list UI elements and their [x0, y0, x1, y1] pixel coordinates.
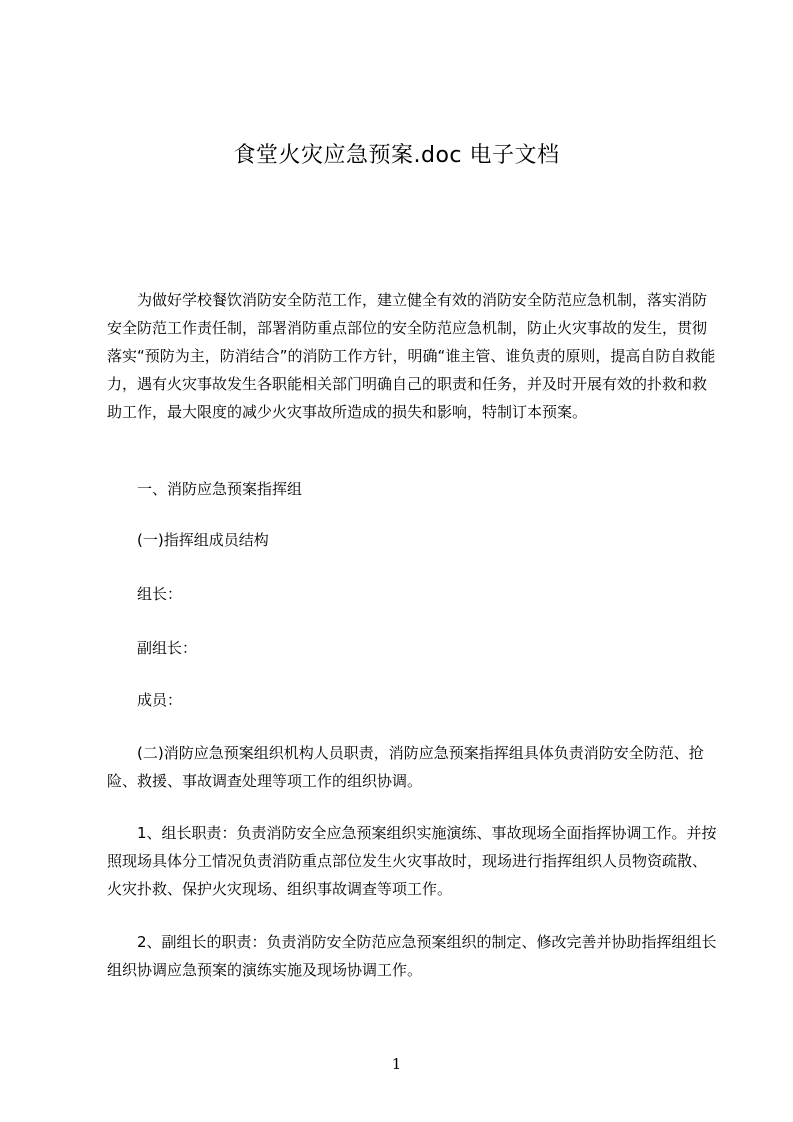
members-label: 成员： — [137, 691, 183, 709]
section-heading-command-group: 一、消防应急预案指挥组 — [137, 480, 303, 498]
deputy-duties-paragraph: 2、副组长的职责：负责消防安全防范应急预案组织的制定、修改完善并协助指挥组组长组织协调应急预案的演练实施及现场协调工作。 — [107, 933, 717, 979]
deputy-leader-label: 副组长： — [137, 639, 198, 657]
document-title: 食堂火灾应急预案.doc 电子文档 — [233, 143, 560, 168]
intro-paragraph: 为做好学校餐饮消防安全防范工作，建立健全有效的消防安全防范应急机制，落实消防安全防范工作责任制，部署消防重点部位的安全防范应急机制，防止火灾事故的发生，贯彻落实“预防为主，防消结合”的消防工作方针，明确“谁主管、谁负责的原则，提高自防自救能力，遇有火灾事故发生各职能相关部门明确自己的职责和任务，并及时开展有效的扑救和救助工作，最大限度的减少火灾事故所造成的损失和影响，特制订本预案。 — [107, 291, 716, 421]
page-number: 1 — [391, 1055, 402, 1073]
subsection-member-structure: (一)指挥组成员结构 — [137, 531, 269, 549]
subsection-duties-paragraph: (二)消防应急预案组织机构人员职责，消防应急预案指挥组具体负责消防安全防范、抢险、救援、事故调查处理等项工作的组织协调。 — [107, 744, 704, 790]
leader-duties-paragraph: 1、组长职责：负责消防安全应急预案组织实施演练、事故现场全面指挥协调工作。并按照现场具体分工情况负责消防重点部位发生火灾事故时，现场进行指挥组织人员物资疏散、火灾扑救、保护火灾现场、组织事故调查等项工作。 — [107, 824, 717, 898]
leader-label: 组长： — [137, 585, 183, 603]
